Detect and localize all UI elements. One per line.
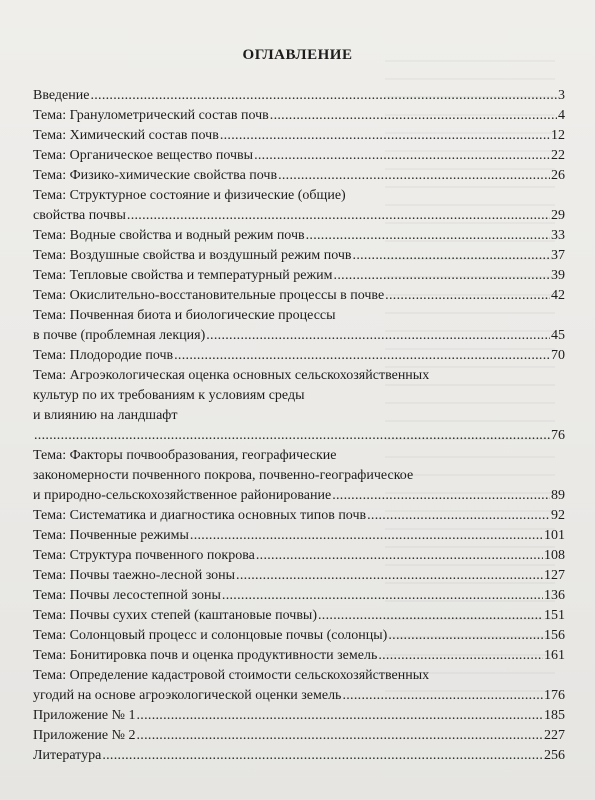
toc-page-number: 39 — [551, 268, 565, 283]
toc-entry-title: Введение — [33, 88, 90, 103]
toc-entry-title-line: культур по их требованиям к условиям среды — [33, 388, 305, 403]
dot-leader — [332, 486, 550, 506]
toc-entry-title: Тема: Почвы сухих степей (каштановые почвы) — [33, 608, 317, 623]
toc-page-number: 89 — [551, 488, 565, 503]
dot-leader — [137, 706, 544, 726]
toc-entry-title-line: Тема: Почвенная биота и биологические процессы — [33, 308, 336, 323]
toc-entry-title: Тема: Органическое вещество почвы — [33, 148, 254, 163]
toc-entry[interactable] — [33, 146, 565, 166]
toc-entry-title: Тема: Физико-химические свойства почв — [33, 168, 278, 183]
toc-entry-title: Тема: Почвы таежно-лесной зоны — [33, 568, 236, 583]
toc-page-number: 227 — [544, 728, 565, 743]
toc-entry-title: Тема: Тепловые свойства и температурный режим — [33, 268, 333, 283]
toc-page-number: 176 — [544, 688, 565, 703]
toc-entry-title-line: и влиянию на ландшафт — [33, 408, 178, 423]
toc-entry-title-line: Тема: Структурное состояние и физические (общие) — [33, 188, 346, 203]
toc-entry-title: Литература — [33, 748, 102, 763]
toc-entry[interactable] — [33, 186, 565, 226]
toc-entry-title-line: и природно-сельскохозяйственное районирование — [33, 488, 332, 503]
toc-entry[interactable] — [33, 266, 565, 286]
toc-entry-title: Приложение № 2 — [33, 728, 136, 743]
toc-page-number: 101 — [544, 528, 565, 543]
toc-entry[interactable] — [33, 86, 565, 106]
toc-page-number: 185 — [544, 708, 565, 723]
toc-page-number: 12 — [551, 128, 565, 143]
toc-entry[interactable] — [33, 646, 565, 666]
toc-entry[interactable] — [33, 526, 565, 546]
toc-entry-title-line: Тема: Определение кадастровой стоимости сельскохозяйственных — [33, 668, 430, 683]
toc-entry[interactable] — [33, 106, 565, 126]
toc-entry[interactable] — [33, 586, 565, 606]
toc-page-number: 92 — [551, 508, 565, 523]
dot-leader — [90, 86, 557, 106]
toc-entry-title: Тема: Систематика и диагностика основных типов почв — [33, 508, 367, 523]
dot-leader — [254, 146, 550, 166]
toc-entry[interactable] — [33, 546, 565, 566]
toc-entry-title: Тема: Структура почвенного покрова — [33, 548, 255, 563]
toc-entry[interactable] — [33, 626, 565, 646]
toc-page-number: 29 — [551, 208, 565, 223]
toc-entry-title: Тема: Почвы лесостепной зоны — [33, 588, 221, 603]
toc-entry-title: Тема: Окислительно-восстановительные процессы в почве — [33, 288, 385, 303]
dot-leader — [342, 686, 543, 706]
dot-leader — [137, 726, 544, 746]
page-title: ОГЛАВЛЕНИЕ — [242, 47, 353, 63]
toc-page-number: 45 — [551, 328, 565, 343]
toc-entry-title-line: свойства почвы — [33, 208, 126, 223]
toc-page-number: 136 — [544, 588, 565, 603]
toc-entry[interactable] — [33, 346, 565, 366]
dot-leader — [34, 426, 550, 446]
dot-leader — [278, 166, 550, 186]
toc-page-number: 4 — [558, 108, 565, 123]
toc-entry-title-line: Тема: Факторы почвообразования, географические — [33, 448, 337, 463]
toc-page-number: 70 — [551, 348, 565, 363]
toc-entry[interactable] — [33, 226, 565, 246]
toc-entry[interactable] — [33, 366, 565, 446]
toc-entry-title: Тема: Водные свойства и водный режим почв — [33, 228, 305, 243]
toc-entry-title: Тема: Солонцовый процесс и солонцовые почвы (солонцы) — [33, 628, 388, 643]
toc-entry-title: Тема: Почвенные режимы — [33, 528, 189, 543]
toc-entry-title-line: закономерности почвенного покрова, почвенно-географическое — [33, 468, 414, 483]
toc-entry[interactable] — [33, 726, 565, 746]
toc-entry[interactable] — [33, 506, 565, 526]
dot-leader — [190, 526, 543, 546]
dot-leader — [102, 746, 543, 766]
toc-page-number: 33 — [551, 228, 565, 243]
dot-leader — [367, 506, 550, 526]
dot-leader — [270, 106, 557, 126]
toc-page-number: 22 — [551, 148, 565, 163]
toc-entry-title: Приложение № 1 — [33, 708, 136, 723]
dot-leader — [378, 646, 543, 666]
toc-page-number: 3 — [558, 88, 565, 103]
toc-entry[interactable] — [33, 126, 565, 146]
toc-entry[interactable] — [33, 286, 565, 306]
dot-leader — [306, 226, 550, 246]
toc-page-number: 108 — [544, 548, 565, 563]
toc-entry[interactable] — [33, 606, 565, 626]
toc-entry[interactable] — [33, 706, 565, 726]
dot-leader — [334, 266, 550, 286]
toc-entry-title: Тема: Химический состав почв — [33, 128, 219, 143]
toc-entry[interactable] — [33, 306, 565, 346]
toc-entry[interactable] — [33, 246, 565, 266]
toc-page-number: 161 — [544, 648, 565, 663]
toc-page-number: 26 — [551, 168, 565, 183]
toc-entry[interactable] — [33, 446, 565, 506]
toc-page-number: 156 — [544, 628, 565, 643]
dot-leader — [206, 326, 550, 346]
toc-entry-title: Тема: Бонитировка почв и оценка продуктивности земель — [33, 648, 378, 663]
dot-leader — [256, 546, 543, 566]
toc-entry-title-line: в почве (проблемная лекция) — [33, 328, 206, 343]
toc-entry-title-line: угодий на основе агроэкологической оценки земель — [33, 688, 342, 703]
toc-entry-title-line: Тема: Агроэкологическая оценка основных сельскохозяйственных — [33, 368, 430, 383]
toc-page-number: 256 — [544, 748, 565, 763]
toc-entry[interactable] — [33, 166, 565, 186]
toc-page-number: 37 — [551, 248, 565, 263]
toc-page-number: 42 — [551, 288, 565, 303]
dot-leader — [388, 626, 543, 646]
dot-leader — [127, 206, 550, 226]
toc-page-number: 76 — [551, 428, 565, 443]
toc-entry[interactable] — [33, 566, 565, 586]
table-of-contents — [33, 86, 565, 766]
toc-entry[interactable] — [33, 666, 565, 706]
toc-page-number: 151 — [544, 608, 565, 623]
toc-entry-title: Тема: Плодородие почв — [33, 348, 174, 363]
toc-entry-title: Тема: Гранулометрический состав почв — [33, 108, 269, 123]
dot-leader — [220, 126, 550, 146]
dot-leader — [318, 606, 543, 626]
dot-leader — [222, 586, 543, 606]
dot-leader — [174, 346, 550, 366]
dot-leader — [236, 566, 543, 586]
toc-entry-title: Тема: Воздушные свойства и воздушный режим почв — [33, 248, 352, 263]
dot-leader — [385, 286, 550, 306]
toc-page-number: 127 — [544, 568, 565, 583]
dot-leader — [353, 246, 550, 266]
toc-entry[interactable] — [33, 746, 565, 766]
